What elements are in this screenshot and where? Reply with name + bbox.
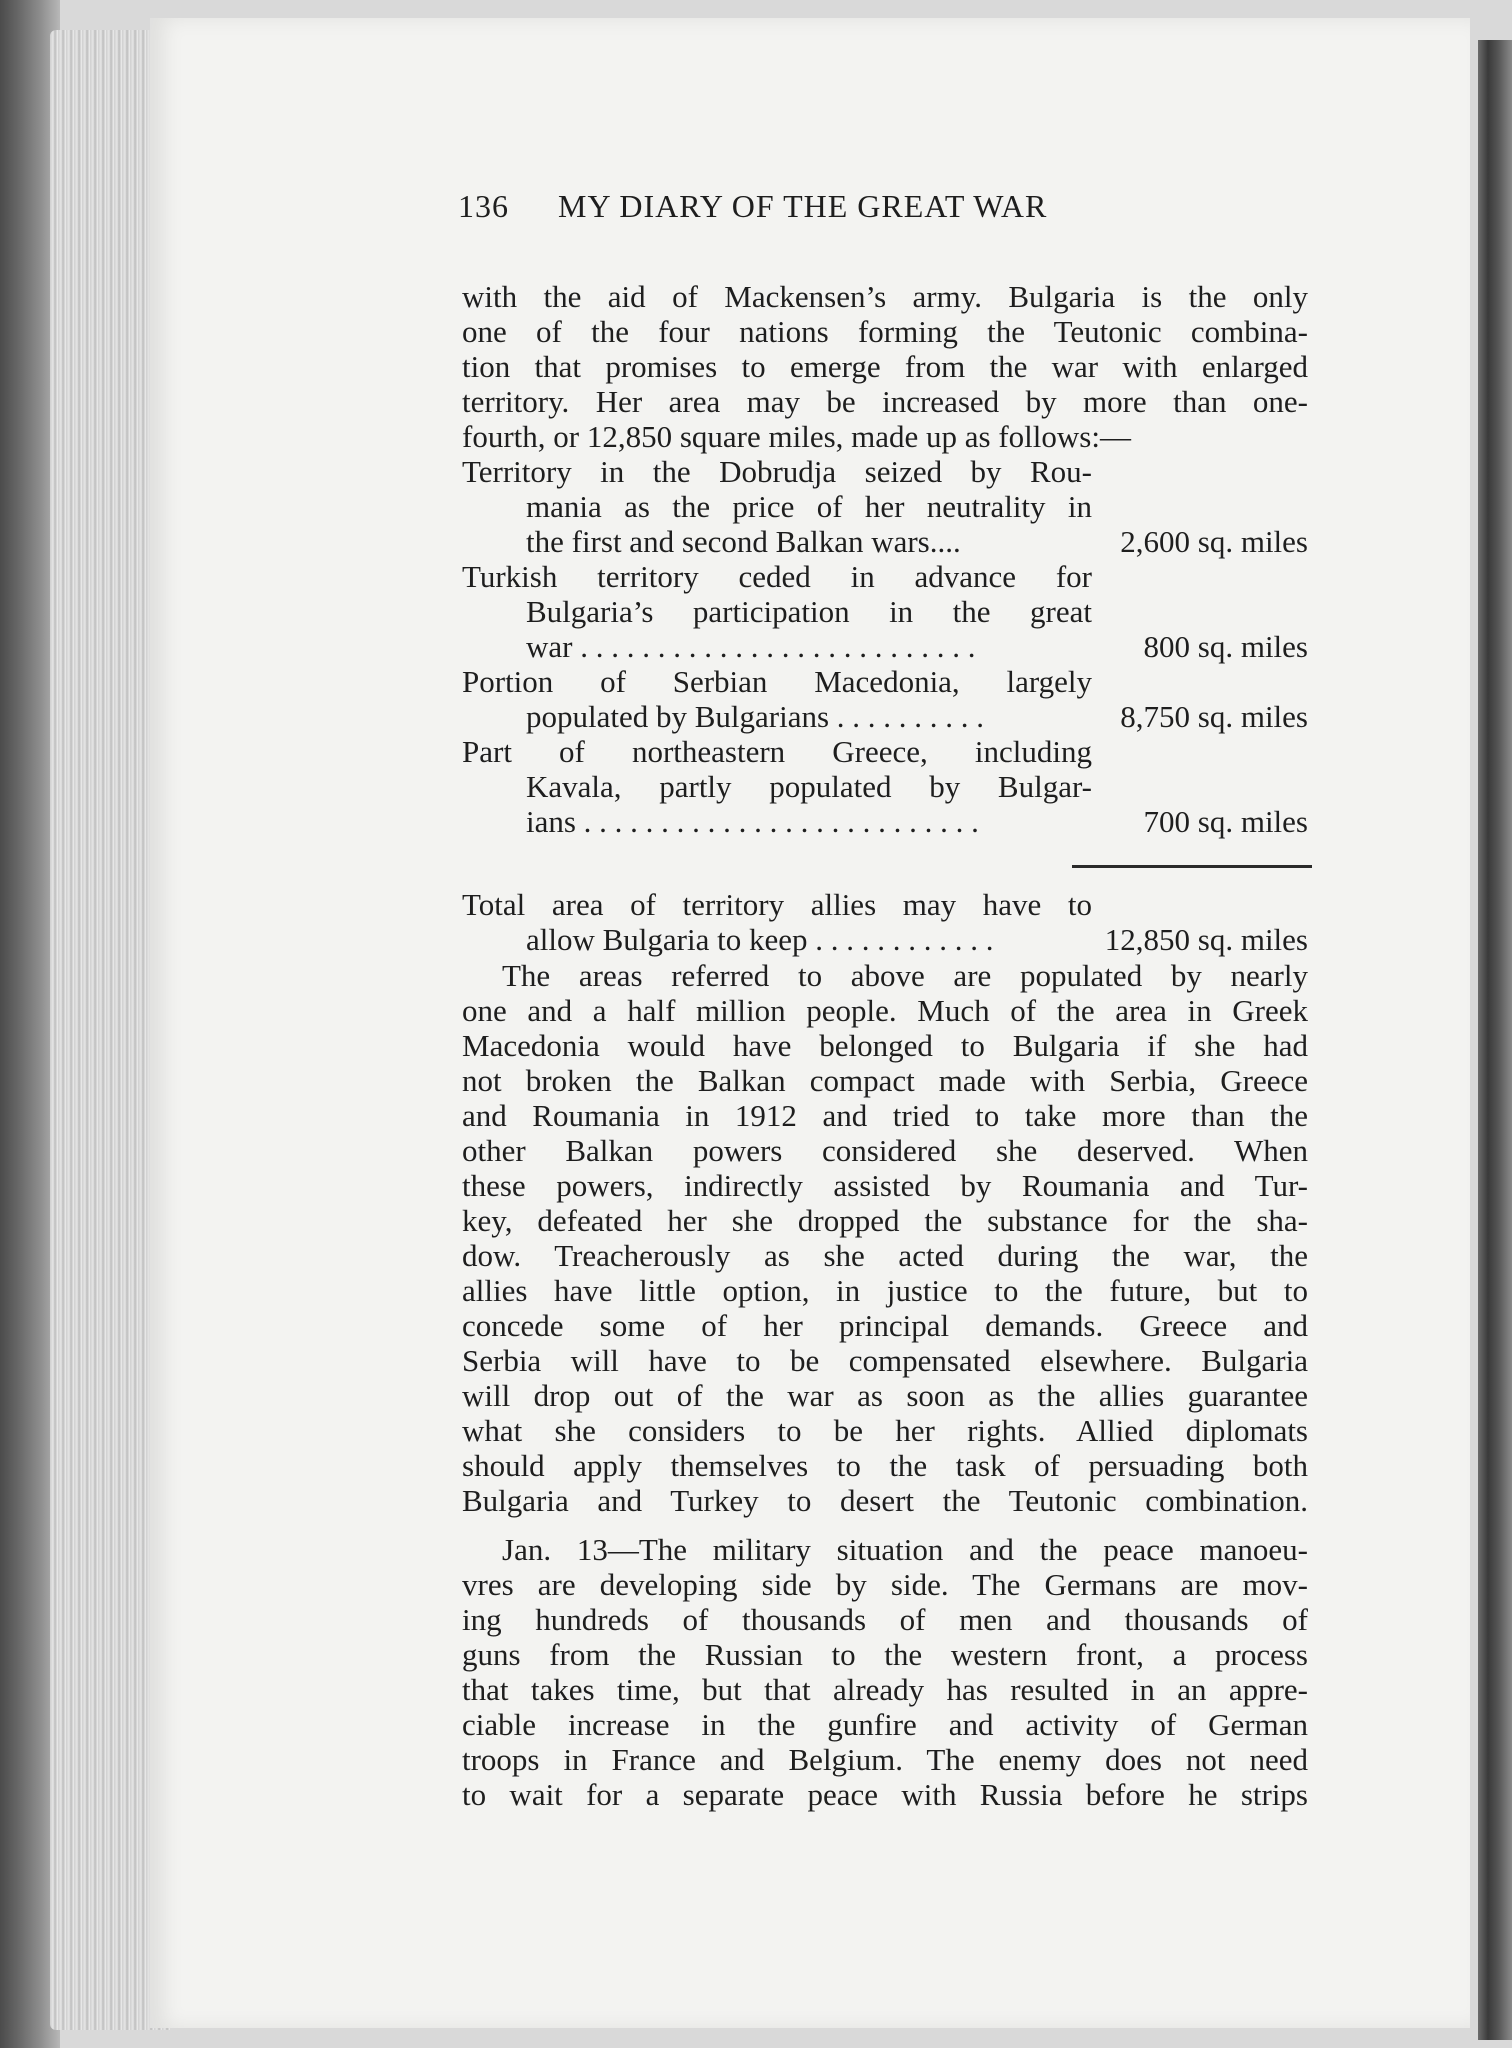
book-binding (1478, 40, 1512, 2040)
sum-rule (1072, 865, 1312, 868)
body-line: and Roumania in 1912 and tried to take more than the (462, 1098, 1308, 1133)
body-line: guns from the Russian to the western front, a process (462, 1637, 1308, 1672)
body-line: what she considers to be her rights. Allied diplomats (462, 1413, 1308, 1448)
body-line: tion that promises to emerge from the war with enlarged (462, 349, 1308, 384)
body-line: The areas referred to above are populated by nearly (502, 958, 1308, 993)
body-line: one of the four nations forming the Teutonic combina- (462, 314, 1308, 349)
body-line: vres are developing side by side. The Germans are mov- (462, 1567, 1308, 1602)
body-line: one and a half million people. Much of the area in Greek (462, 993, 1308, 1028)
territory-line: Territory in the Dobrudja seized by Rou- (462, 454, 1092, 489)
running-title: MY DIARY OF THE GREAT WAR (558, 188, 1048, 224)
body-line: territory. Her area may be increased by more than one- (462, 384, 1308, 419)
body-line: key, defeated her she dropped the substance for the sha- (462, 1203, 1308, 1238)
total-line: allow Bulgaria to keep . . . . . . . . . . . . (526, 923, 994, 957)
body-line: that takes time, but that already has resulted in an appre- (462, 1672, 1308, 1707)
body-line: ciable increase in the gunfire and activity of German (462, 1707, 1308, 1742)
territory-line: war . . . . . . . . . . . . . . . . . . . . . . . . . . (526, 630, 976, 664)
page-number: 136 (458, 188, 509, 224)
body-line: should apply themselves to the task of persuading both (462, 1448, 1308, 1483)
total-line: Total area of territory allies may have to (462, 887, 1092, 922)
body-line: with the aid of Mackensen’s army. Bulgaria is the only (462, 279, 1308, 314)
territory-area: 8,750 sq. miles (1120, 699, 1308, 734)
territory-line: Part of northeastern Greece, including (462, 734, 1092, 769)
body-line: troops in France and Belgium. The enemy does not need (462, 1742, 1308, 1777)
body-line: to wait for a separate peace with Russia before he strips (462, 1777, 1308, 1812)
territory-line: Kavala, partly populated by Bulgar- (526, 769, 1092, 804)
body-line: not broken the Balkan compact made with Serbia, Greece (462, 1063, 1308, 1098)
body-line: Jan. 13—The military situation and the peace manoeu- (502, 1532, 1308, 1567)
body-line: Serbia will have to be compensated elsewhere. Bulgaria (462, 1343, 1308, 1378)
body-line: other Balkan powers considered she deserved. When (462, 1133, 1308, 1168)
territory-area: 700 sq. miles (1143, 804, 1308, 839)
body-line: Bulgaria and Turkey to desert the Teutonic combination. (462, 1483, 1308, 1518)
territory-line: populated by Bulgarians . . . . . . . . . . (526, 700, 985, 734)
territory-line: ians . . . . . . . . . . . . . . . . . . . . . . . . . . (526, 805, 979, 839)
body-line: Macedonia would have belonged to Bulgaria if she had (462, 1028, 1308, 1063)
body-line: these powers, indirectly assisted by Roumania and Tur- (462, 1168, 1308, 1203)
body-line: allies have little option, in justice to the future, but to (462, 1273, 1308, 1308)
territory-line: mania as the price of her neutrality in (526, 489, 1092, 524)
body-line: concede some of her principal demands. Greece and (462, 1308, 1308, 1343)
territory-area: 2,600 sq. miles (1120, 524, 1308, 559)
territory-area: 800 sq. miles (1143, 629, 1308, 664)
territory-line: Portion of Serbian Macedonia, largely (462, 664, 1092, 699)
territory-line: the first and second Balkan wars.... (526, 525, 961, 559)
body-line: will drop out of the war as soon as the allies guarantee (462, 1378, 1308, 1413)
body-line: ing hundreds of thousands of men and thousands of (462, 1602, 1308, 1637)
territory-line: Bulgaria’s participation in the great (526, 594, 1092, 629)
territory-line: Turkish territory ceded in advance for (462, 559, 1092, 594)
body-line: fourth, or 12,850 square miles, made up as follows:— (462, 419, 1131, 454)
running-head (458, 188, 1198, 236)
total-area: 12,850 sq. miles (1104, 922, 1308, 957)
body-line: dow. Treacherously as she acted during the war, the (462, 1238, 1308, 1273)
